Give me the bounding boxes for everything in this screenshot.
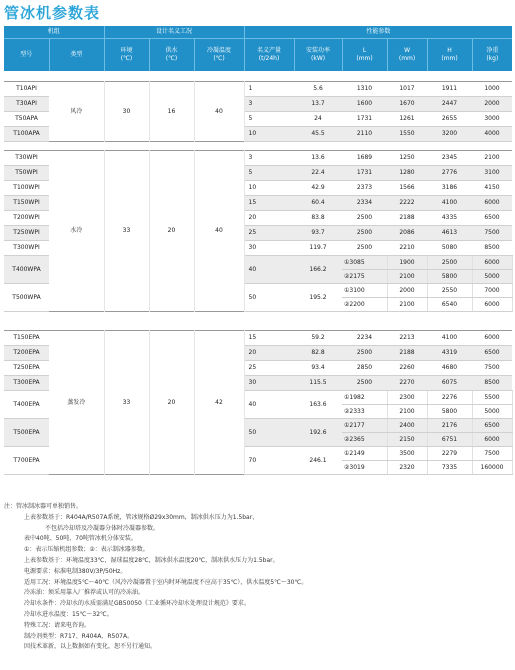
note-line: 制冷剂类型：R717、R404A、R507A。 — [24, 632, 134, 640]
weight-cell: 6000 — [472, 433, 512, 447]
note-line: 冷却水条件：冷却水的水质需满足GB50050《工业循环冷却水处理设计规范》要求。 — [24, 600, 250, 608]
column-header: W (mm) — [387, 39, 427, 72]
length-cell: 2500 — [342, 226, 387, 241]
weight-cell: 6500 — [472, 419, 512, 433]
output-cell: 10 — [244, 181, 294, 196]
length-cell: 2500 — [342, 241, 387, 256]
power-cell: 93.4 — [294, 361, 342, 376]
weight-cell: 6500 — [472, 346, 512, 361]
header-design: 设计名义工况 — [104, 26, 244, 39]
length-cell: ①3085 — [342, 256, 387, 270]
header-unit: 机组 — [4, 26, 104, 39]
header-perf: 性能参数 — [244, 26, 512, 39]
model-cell: T500EPA — [4, 419, 49, 447]
width-cell: 1280 — [387, 166, 427, 181]
weight-cell: 6500 — [472, 211, 512, 226]
length-cell: ①3100 — [342, 284, 387, 298]
width-cell: 2100 — [387, 270, 427, 284]
length-cell: 2110 — [342, 127, 387, 142]
width-cell: 2400 — [387, 419, 427, 433]
weight-cell: 5000 — [472, 405, 512, 419]
length-cell: 1689 — [342, 151, 387, 166]
type-cell: 风冷 — [49, 82, 104, 142]
column-header: 环境 (℃) — [104, 39, 149, 72]
note-line: 因技术革新，以上数据如有变化，恕不另行通知。 — [24, 643, 157, 651]
width-cell: 2086 — [387, 226, 427, 241]
height-cell: 2447 — [427, 97, 472, 112]
power-cell: 83.8 — [294, 211, 342, 226]
model-cell: T30API — [4, 97, 49, 112]
width-cell: 2300 — [387, 391, 427, 405]
output-cell: 3 — [244, 151, 294, 166]
length-cell: ①1982 — [342, 391, 387, 405]
width-cell: 2222 — [387, 196, 427, 211]
table-row — [4, 331, 512, 346]
note-line: 上表参数基于：环境温度33℃，湿球温度28℃，制冰供水温度20℃，制冰供水压力为1.5bar。 — [24, 556, 279, 564]
length-cell: 2234 — [342, 331, 387, 346]
power-cell: 119.7 — [294, 241, 342, 256]
length-cell: ②2333 — [342, 405, 387, 419]
output-cell: 50 — [244, 419, 294, 447]
column-header: 冷凝温度 (℃) — [194, 39, 244, 72]
note-line: 冷冻油：须采用靠入厂推荐或认可的冷冻油。 — [24, 589, 145, 597]
output-cell: 5 — [244, 112, 294, 127]
length-cell: 1600 — [342, 97, 387, 112]
height-cell: 2500 — [427, 256, 472, 270]
height-cell: 4613 — [427, 226, 472, 241]
type-cell: 蒸发冷 — [49, 331, 104, 475]
page-title: 管冰机参数表 — [4, 4, 101, 22]
weight-cell: 3100 — [472, 166, 512, 181]
width-cell: 2188 — [387, 211, 427, 226]
model-cell: T100APA — [4, 127, 49, 142]
model-cell: T250WPI — [4, 226, 49, 241]
weight-cell: 7000 — [472, 284, 512, 298]
output-cell: 30 — [244, 376, 294, 391]
length-cell: 1731 — [342, 166, 387, 181]
power-cell: 60.4 — [294, 196, 342, 211]
power-cell: 166.2 — [294, 256, 342, 284]
length-cell: ②3019 — [342, 461, 387, 475]
power-cell: 42.9 — [294, 181, 342, 196]
model-cell: T250EPA — [4, 361, 49, 376]
water-temp-cell: 20 — [149, 331, 194, 475]
length-cell: ②2175 — [342, 270, 387, 284]
height-cell: 2276 — [427, 391, 472, 405]
weight-cell: 7500 — [472, 447, 512, 461]
model-cell: T200WPI — [4, 211, 49, 226]
length-cell: ②2365 — [342, 433, 387, 447]
note-line: 上表参数基于：R404A/R507A系统，管冰规格Ø29x30mm，制冰供水压力为1.5bar， — [24, 513, 259, 521]
column-header: 安装功率 (kW) — [294, 39, 342, 72]
weight-cell: 4150 — [472, 181, 512, 196]
output-cell: 25 — [244, 361, 294, 376]
power-cell: 93.7 — [294, 226, 342, 241]
width-cell: 1670 — [387, 97, 427, 112]
weight-cell: 8500 — [472, 376, 512, 391]
weight-cell: 160000 — [472, 461, 512, 475]
height-cell: 5800 — [427, 270, 472, 284]
height-cell: 5800 — [427, 405, 472, 419]
power-cell: 45.5 — [294, 127, 342, 142]
weight-cell: 3000 — [472, 112, 512, 127]
length-cell: 2850 — [342, 361, 387, 376]
height-cell: 4100 — [427, 196, 472, 211]
column-header: 型号 — [4, 39, 49, 72]
height-cell: 6075 — [427, 376, 472, 391]
table-row — [4, 82, 512, 97]
height-cell: 2345 — [427, 151, 472, 166]
power-cell: 13.6 — [294, 151, 342, 166]
table-row — [4, 151, 512, 166]
length-cell: 2334 — [342, 196, 387, 211]
weight-cell: 2000 — [472, 97, 512, 112]
output-cell: 20 — [244, 346, 294, 361]
length-cell: 2500 — [342, 346, 387, 361]
note-line: 特殊工况：请来电咨询。 — [24, 621, 91, 629]
column-header: 类型 — [49, 39, 104, 72]
model-cell: T700EPA — [4, 447, 49, 475]
output-cell: 20 — [244, 211, 294, 226]
power-cell: 13.7 — [294, 97, 342, 112]
note-line: 注：管冰制冰器可单独销售。 — [4, 503, 83, 510]
notes — [4, 502, 512, 653]
weight-cell: 6000 — [472, 256, 512, 270]
output-cell: 1 — [244, 82, 294, 97]
column-header: 供水 (℃) — [149, 39, 194, 72]
height-cell: 5080 — [427, 241, 472, 256]
model-cell: T300WPI — [4, 241, 49, 256]
power-cell: 163.6 — [294, 391, 342, 419]
model-cell: T300EPA — [4, 376, 49, 391]
model-cell: T500WPA — [4, 284, 49, 312]
cond-temp-cell: 42 — [194, 331, 244, 475]
output-cell: 30 — [244, 241, 294, 256]
env-temp-cell: 33 — [104, 151, 149, 312]
length-cell: ②2200 — [342, 298, 387, 312]
cond-temp-cell: 40 — [194, 151, 244, 312]
width-cell: 2188 — [387, 346, 427, 361]
output-cell: 40 — [244, 391, 294, 419]
power-cell: 24 — [294, 112, 342, 127]
weight-cell: 6000 — [472, 331, 512, 346]
width-cell: 2270 — [387, 376, 427, 391]
group-evaporative — [4, 330, 513, 475]
height-cell: 7335 — [427, 461, 472, 475]
width-cell: 2213 — [387, 331, 427, 346]
width-cell: 1900 — [387, 256, 427, 270]
height-cell: 6540 — [427, 298, 472, 312]
model-cell: T10API — [4, 82, 49, 97]
height-cell: 2279 — [427, 447, 472, 461]
weight-cell: 4000 — [472, 127, 512, 142]
height-cell: 1911 — [427, 82, 472, 97]
width-cell: 2320 — [387, 461, 427, 475]
type-cell: 水冷 — [49, 151, 104, 312]
model-cell: T400EPA — [4, 391, 49, 419]
height-cell: 4319 — [427, 346, 472, 361]
output-cell: 25 — [244, 226, 294, 241]
output-cell: 5 — [244, 166, 294, 181]
output-cell: 15 — [244, 331, 294, 346]
weight-cell: 5500 — [472, 391, 512, 405]
height-cell: 6751 — [427, 433, 472, 447]
height-cell: 3200 — [427, 127, 472, 142]
output-cell: 40 — [244, 256, 294, 284]
weight-cell: 1000 — [472, 82, 512, 97]
note-line: 表中40吨、50吨、70吨管冰机分体安装。 — [24, 535, 137, 543]
height-cell: 2776 — [427, 166, 472, 181]
column-header: L (mm) — [342, 39, 387, 72]
table-header — [4, 26, 512, 71]
output-cell: 70 — [244, 447, 294, 475]
width-cell: 2100 — [387, 405, 427, 419]
model-cell: T150WPI — [4, 196, 49, 211]
height-cell: 3186 — [427, 181, 472, 196]
length-cell: 1731 — [342, 112, 387, 127]
width-cell: 2210 — [387, 241, 427, 256]
group-water-cooled — [4, 150, 513, 312]
width-cell: 3500 — [387, 447, 427, 461]
length-cell: ①2149 — [342, 447, 387, 461]
height-cell: 4680 — [427, 361, 472, 376]
power-cell: 82.8 — [294, 346, 342, 361]
output-cell: 50 — [244, 284, 294, 312]
note-line: 电源要求：标准电制380V/3P/50Hz。 — [24, 567, 127, 575]
length-cell: 1310 — [342, 82, 387, 97]
height-cell: 2655 — [427, 112, 472, 127]
power-cell: 192.6 — [294, 419, 342, 447]
width-cell: 1017 — [387, 82, 427, 97]
length-cell: 2500 — [342, 376, 387, 391]
model-cell: T50WPI — [4, 166, 49, 181]
column-header: 净重 (kg) — [472, 39, 512, 72]
power-cell: 5.6 — [294, 82, 342, 97]
width-cell: 1566 — [387, 181, 427, 196]
width-cell: 1250 — [387, 151, 427, 166]
height-cell: 2550 — [427, 284, 472, 298]
note-line: 不包括冷却塔及冷凝器分体时冷凝器参数。 — [45, 524, 160, 532]
power-cell: 246.1 — [294, 447, 342, 475]
width-cell: 1261 — [387, 112, 427, 127]
weight-cell: 2100 — [472, 151, 512, 166]
model-cell: T150EPA — [4, 331, 49, 346]
weight-cell: 6000 — [472, 196, 512, 211]
model-cell: T30WPI — [4, 151, 49, 166]
model-cell: T400WPA — [4, 256, 49, 284]
height-cell: 4100 — [427, 331, 472, 346]
water-temp-cell: 20 — [149, 151, 194, 312]
length-cell: 2500 — [342, 211, 387, 226]
env-temp-cell: 30 — [104, 82, 149, 142]
note-line: 冷却水进水温度：15℃～32℃。 — [24, 610, 113, 618]
weight-cell: 6000 — [472, 298, 512, 312]
cond-temp-cell: 40 — [194, 82, 244, 142]
output-cell: 15 — [244, 196, 294, 211]
power-cell: 115.5 — [294, 376, 342, 391]
model-cell: T200EPA — [4, 346, 49, 361]
output-cell: 3 — [244, 97, 294, 112]
model-cell: T100WPI — [4, 181, 49, 196]
weight-cell: 8500 — [472, 241, 512, 256]
width-cell: 1550 — [387, 127, 427, 142]
power-cell: 195.2 — [294, 284, 342, 312]
output-cell: 10 — [244, 127, 294, 142]
length-cell: 2373 — [342, 181, 387, 196]
group-air-cooled — [4, 81, 512, 142]
length-cell: ①2177 — [342, 419, 387, 433]
width-cell: 2150 — [387, 433, 427, 447]
power-cell: 59.2 — [294, 331, 342, 346]
width-cell: 2100 — [387, 298, 427, 312]
power-cell: 22.4 — [294, 166, 342, 181]
weight-cell: 7500 — [472, 361, 512, 376]
width-cell: 2260 — [387, 361, 427, 376]
env-temp-cell: 33 — [104, 331, 149, 475]
water-temp-cell: 16 — [149, 82, 194, 142]
column-header: H (mm) — [427, 39, 472, 72]
height-cell: 2176 — [427, 419, 472, 433]
height-cell: 4335 — [427, 211, 472, 226]
weight-cell: 5000 — [472, 270, 512, 284]
note-line: ①：表示压缩机组参数；②：表示制冰器参数。 — [24, 546, 149, 554]
note-line: 适用工况：环境温度5℃～40℃（风冷冷凝器置于室内时环境温度不应高于35℃），供水温度5℃～30℃。 — [24, 578, 308, 586]
column-header: 名义产量 (t/24h) — [244, 39, 294, 72]
model-cell: T50APA — [4, 112, 49, 127]
weight-cell: 7500 — [472, 226, 512, 241]
width-cell: 2000 — [387, 284, 427, 298]
